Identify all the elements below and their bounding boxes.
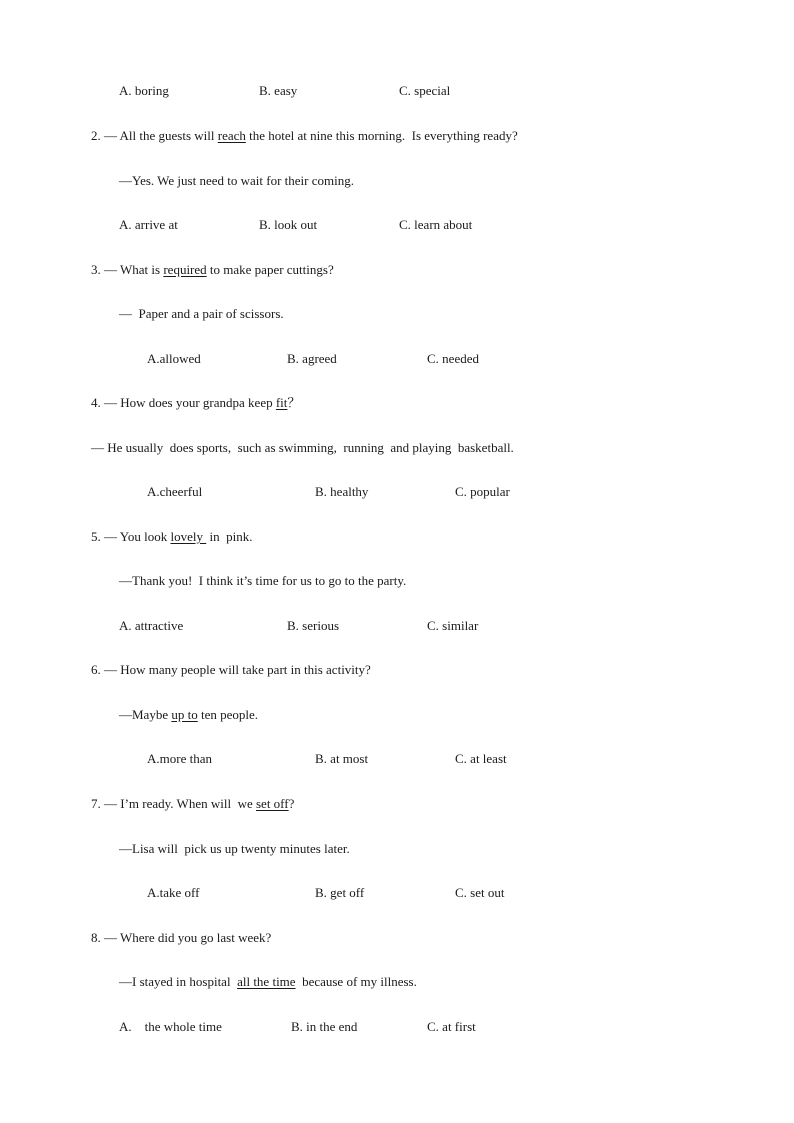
q6-reply-suffix: ten people. [197, 707, 259, 722]
q2-option-b: B. look out [259, 217, 318, 232]
q4-prefix: 4. — How does your grandpa keep [91, 395, 276, 410]
q3-keyword: required [163, 262, 207, 277]
q5-prefix: 5. — You look [91, 529, 171, 544]
q2-suffix: the hotel at nine this morning. Is everything ready? [245, 128, 518, 143]
q7-option-c: C. set out [455, 885, 505, 900]
q4-suffix: ？ [287, 395, 301, 410]
q3-option-a: A.allowed [147, 351, 201, 366]
q8-reply-suffix: because of my illness. [295, 974, 417, 989]
q1-option-b: B. easy [259, 83, 298, 98]
q5-reply: —Thank you! I think it’s time for us to go to the party. [119, 573, 407, 588]
q7-suffix: ? [288, 796, 295, 811]
q4-question [91, 395, 300, 411]
q5-keyword: lovely [170, 529, 207, 544]
q7-prefix: 7. — I’m ready. When will we [91, 796, 256, 811]
q1-option-c: C. special [399, 83, 451, 98]
q5-suffix: in pink. [206, 529, 253, 544]
q6-keyword: up to [171, 707, 198, 722]
q8-reply [119, 974, 417, 990]
q3-option-b: B. agreed [287, 351, 337, 366]
q6-option-a: A.more than [147, 751, 212, 766]
q8-option-a: A. the whole time [119, 1019, 222, 1034]
q5-question [91, 529, 252, 545]
q6-reply [119, 707, 258, 723]
q3-prefix: 3. — What is [91, 262, 164, 277]
q5-option-b: B. serious [287, 618, 339, 633]
q8-option-c: C. at first [427, 1019, 476, 1034]
q3-question [91, 262, 334, 278]
q2-question [91, 128, 518, 144]
q8-reply-prefix: —I stayed in hospital [119, 974, 238, 989]
q6-option-c: C. at least [455, 751, 507, 766]
q4-option-b: B. healthy [315, 484, 369, 499]
q3-suffix: to make paper cuttings? [206, 262, 334, 277]
q2-option-a: A. arrive at [119, 217, 178, 232]
q4-keyword: fit [275, 395, 288, 410]
q8-keyword: all the time [237, 974, 296, 989]
q6-question: 6. — How many people will take part in this activity? [91, 662, 371, 677]
q2-keyword: reach [217, 128, 246, 143]
q5-option-a: A. attractive [119, 618, 184, 633]
q4-option-c: C. popular [455, 484, 510, 499]
q7-reply: —Lisa will pick us up twenty minutes later. [119, 841, 350, 856]
q5-option-c: C. similar [427, 618, 479, 633]
q2-option-c: C. learn about [399, 217, 473, 232]
q2-reply: —Yes. We just need to wait for their coming. [119, 173, 354, 188]
q1-option-a: A. boring [119, 83, 169, 98]
q4-option-a: A.cheerful [147, 484, 203, 499]
q7-option-a: A.take off [147, 885, 200, 900]
q3-reply: — Paper and a pair of scissors. [119, 306, 284, 321]
q6-reply-prefix: —Maybe [119, 707, 172, 722]
q2-prefix: 2. — All the guests will [91, 128, 218, 143]
q6-option-b: B. at most [315, 751, 369, 766]
q4-reply: — He usually does sports, such as swimming, running and playing basketball. [91, 440, 514, 455]
q7-option-b: B. get off [315, 885, 365, 900]
q8-option-b: B. in the end [291, 1019, 358, 1034]
q3-option-c: C. needed [427, 351, 479, 366]
q7-question [91, 796, 294, 812]
q8-question: 8. — Where did you go last week? [91, 930, 272, 945]
q7-keyword: set off [255, 796, 289, 811]
